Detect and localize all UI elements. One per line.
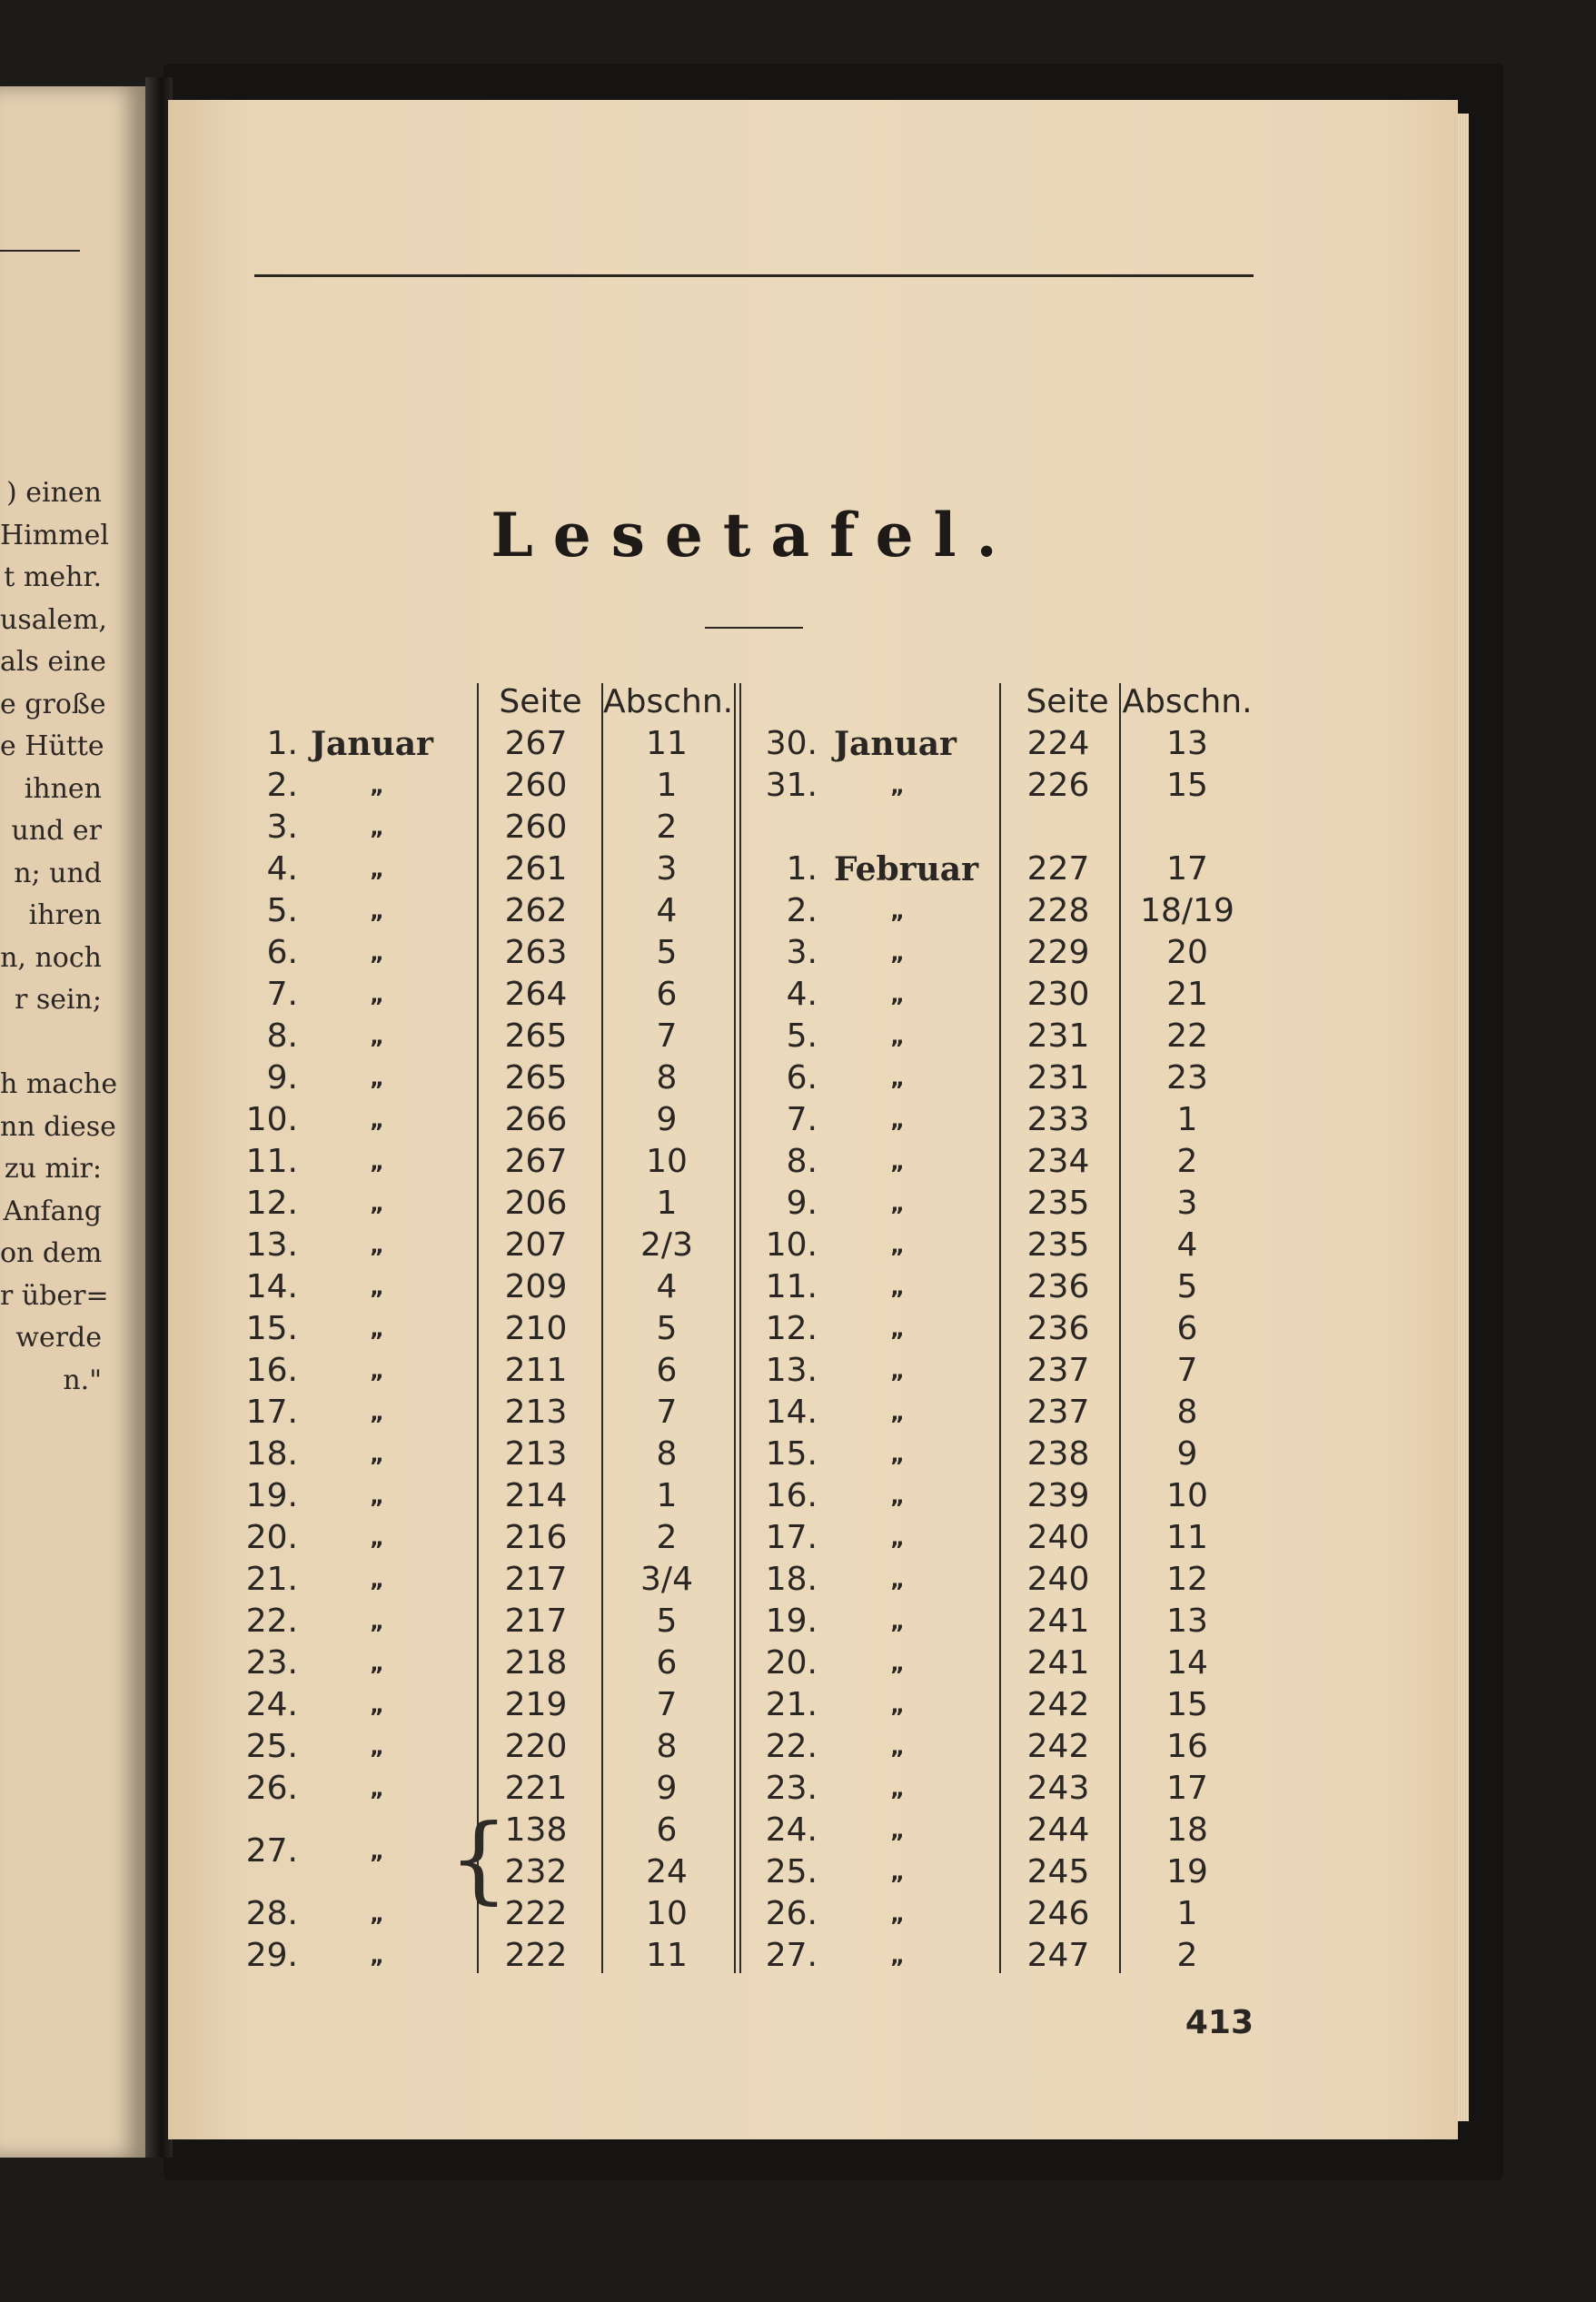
row-seite: 240 (1026, 1519, 1090, 1556)
left-page-line: n, noch (0, 941, 102, 974)
row-abschn: 8 (656, 1059, 678, 1096)
ditto-mark: „ (890, 1316, 905, 1342)
row-day: 1. (266, 725, 298, 762)
row-abschn: 15 (1166, 767, 1208, 804)
row-seite: 217 (504, 1561, 568, 1598)
left-page-line: werde (15, 1322, 102, 1354)
row-abschn: 16 (1166, 1728, 1208, 1765)
row-abschn: 24 (646, 1853, 688, 1890)
row-abschn: 19 (1166, 1853, 1208, 1890)
row-seite: 237 (1026, 1352, 1090, 1389)
row-abschn: 6 (1176, 1310, 1198, 1347)
ditto-mark: „ (370, 1442, 384, 1467)
left-page-line: ) einen (6, 477, 102, 509)
row-abschn: 9 (656, 1101, 678, 1138)
row-day: 18. (765, 1561, 818, 1598)
header-seite: Seite (1026, 683, 1109, 720)
row-seite: 230 (1026, 976, 1090, 1013)
row-seite: 228 (1026, 892, 1090, 929)
ditto-mark: „ (890, 1567, 905, 1593)
row-abschn: 10 (646, 1143, 688, 1180)
row-seite: 219 (504, 1686, 568, 1723)
row-day: 16. (765, 1477, 818, 1514)
row-day: 13. (765, 1352, 818, 1389)
ditto-mark: „ (890, 1609, 905, 1634)
row-day: 17. (765, 1519, 818, 1556)
row-day: 19. (245, 1477, 298, 1514)
row-seite: 262 (504, 892, 568, 929)
row-abschn: 6 (656, 1644, 678, 1682)
row-day: 23. (765, 1770, 818, 1807)
ditto-mark: „ (370, 1149, 384, 1175)
row-seite: 220 (504, 1728, 568, 1765)
row-abschn: 7 (1176, 1352, 1198, 1389)
row-seite: 222 (504, 1895, 568, 1932)
row-day: 28. (245, 1895, 298, 1932)
row-abschn: 21 (1166, 976, 1208, 1013)
row-abschn: 9 (1176, 1435, 1198, 1473)
row-abschn: 10 (1166, 1477, 1208, 1514)
row-seite: 263 (504, 934, 568, 971)
column-rule (601, 683, 603, 1973)
row-abschn: 2 (656, 809, 678, 846)
row-seite: 236 (1026, 1310, 1090, 1347)
row-day: 15. (245, 1310, 298, 1347)
left-page-line: t mehr. (4, 561, 102, 593)
row-day: 27. (245, 1832, 298, 1870)
ditto-mark: „ (370, 1191, 384, 1216)
row-day: 18. (245, 1435, 298, 1473)
row-abschn: 7 (656, 1686, 678, 1723)
ditto-mark: „ (370, 1066, 384, 1091)
ditto-mark: „ (890, 982, 905, 1007)
row-seite: 232 (504, 1853, 568, 1890)
row-abschn: 4 (656, 1268, 678, 1305)
row-day: 11. (765, 1268, 818, 1305)
row-day: 14. (245, 1268, 298, 1305)
ditto-mark: „ (890, 1149, 905, 1175)
row-abschn: 22 (1166, 1017, 1208, 1055)
row-abschn: 6 (656, 1352, 678, 1389)
row-seite: 221 (504, 1770, 568, 1807)
row-day: 14. (765, 1394, 818, 1431)
row-abschn: 11 (1166, 1519, 1208, 1556)
row-abschn: 5 (656, 1310, 678, 1347)
row-seite: 246 (1026, 1895, 1090, 1932)
ditto-mark: „ (370, 1839, 384, 1864)
left-page-line: r über= (0, 1279, 109, 1312)
ditto-mark: „ (890, 1400, 905, 1425)
row-month: Januar (834, 725, 957, 763)
row-abschn: 3/4 (640, 1561, 693, 1598)
ditto-mark: „ (370, 815, 384, 840)
column-rule (734, 683, 736, 1973)
row-abschn: 18/19 (1140, 892, 1234, 929)
ditto-mark: „ (890, 1651, 905, 1676)
row-seite: 237 (1026, 1394, 1090, 1431)
ditto-mark: „ (890, 1776, 905, 1801)
row-abschn: 17 (1166, 850, 1208, 888)
ditto-mark: „ (370, 1525, 384, 1551)
row-day: 9. (786, 1185, 818, 1222)
left-page-line: n." (63, 1364, 102, 1396)
row-seite: 211 (504, 1352, 568, 1389)
ditto-mark: „ (370, 940, 384, 966)
row-day: 24. (765, 1811, 818, 1849)
row-seite: 138 (504, 1811, 568, 1849)
row-abschn: 5 (656, 1602, 678, 1640)
row-abschn: 4 (1176, 1226, 1198, 1264)
row-seite: 260 (504, 809, 568, 846)
left-page-line: als eine (0, 646, 106, 678)
row-seite: 245 (1026, 1853, 1090, 1890)
ditto-mark: „ (890, 1358, 905, 1384)
row-day: 3. (786, 934, 818, 971)
row-seite: 265 (504, 1017, 568, 1055)
row-day: 26. (245, 1770, 298, 1807)
left-page-line: Himmel (0, 519, 109, 551)
row-abschn: 8 (656, 1728, 678, 1765)
ditto-mark: „ (890, 1024, 905, 1049)
header-abschn: Abschn. (1122, 683, 1253, 720)
row-seite: 210 (504, 1310, 568, 1347)
ditto-mark: „ (370, 1483, 384, 1509)
ditto-mark: „ (370, 1943, 384, 1969)
row-day: 29. (245, 1937, 298, 1974)
row-month: Februar (834, 850, 979, 888)
row-seite: 207 (504, 1226, 568, 1264)
row-abschn: 15 (1166, 1686, 1208, 1723)
ditto-mark: „ (370, 1609, 384, 1634)
ditto-mark: „ (370, 1901, 384, 1927)
row-abschn: 18 (1166, 1811, 1208, 1849)
row-abschn: 7 (656, 1017, 678, 1055)
row-day: 27. (765, 1937, 818, 1974)
row-seite: 213 (504, 1435, 568, 1473)
row-seite: 216 (504, 1519, 568, 1556)
row-abschn: 1 (656, 767, 678, 804)
row-seite: 231 (1026, 1059, 1090, 1096)
ditto-mark: „ (890, 1818, 905, 1843)
row-seite: 267 (504, 725, 568, 762)
ditto-mark: „ (370, 898, 384, 924)
row-day: 8. (266, 1017, 298, 1055)
row-day: 22. (245, 1602, 298, 1640)
row-abschn: 3 (1176, 1185, 1198, 1222)
row-seite: 218 (504, 1644, 568, 1682)
row-seite: 217 (504, 1602, 568, 1640)
row-seite: 267 (504, 1143, 568, 1180)
row-day: 23. (245, 1644, 298, 1682)
row-day: 10. (245, 1101, 298, 1138)
ditto-mark: „ (370, 1275, 384, 1300)
row-day: 22. (765, 1728, 818, 1765)
ditto-mark: „ (370, 1692, 384, 1718)
row-seite: 264 (504, 976, 568, 1013)
ditto-mark: „ (890, 1066, 905, 1091)
ditto-mark: „ (890, 940, 905, 966)
ditto-mark: „ (890, 773, 905, 799)
row-seite: 229 (1026, 934, 1090, 971)
row-abschn: 10 (646, 1895, 688, 1932)
left-page-line: e große (0, 688, 106, 720)
ditto-mark: „ (370, 1358, 384, 1384)
row-day: 30. (765, 725, 818, 762)
row-abschn: 8 (656, 1435, 678, 1473)
page-number: 413 (1185, 2004, 1254, 2041)
row-seite: 239 (1026, 1477, 1090, 1514)
row-seite: 235 (1026, 1185, 1090, 1222)
row-seite: 243 (1026, 1770, 1090, 1807)
row-seite: 240 (1026, 1561, 1090, 1598)
row-seite: 238 (1026, 1435, 1090, 1473)
row-seite: 209 (504, 1268, 568, 1305)
header-seite: Seite (499, 683, 582, 720)
row-day: 19. (765, 1602, 818, 1640)
row-abschn: 9 (656, 1770, 678, 1807)
row-day: 5. (266, 892, 298, 929)
row-abschn: 6 (656, 976, 678, 1013)
column-rule (999, 683, 1001, 1973)
row-abschn: 6 (656, 1811, 678, 1849)
row-abschn: 7 (656, 1394, 678, 1431)
row-abschn: 11 (646, 725, 688, 762)
ditto-mark: „ (890, 898, 905, 924)
row-seite: 233 (1026, 1101, 1090, 1138)
left-page-line: ihren (28, 899, 102, 931)
row-day: 12. (765, 1310, 818, 1347)
row-abschn: 11 (646, 1937, 688, 1974)
row-day: 26. (765, 1895, 818, 1932)
row-seite: 242 (1026, 1728, 1090, 1765)
row-day: 11. (245, 1143, 298, 1180)
row-abschn: 4 (656, 892, 678, 929)
row-day: 6. (786, 1059, 818, 1096)
row-day: 3. (266, 809, 298, 846)
left-page-line: zu mir: (4, 1153, 102, 1185)
ditto-mark: „ (890, 1275, 905, 1300)
left-page-line: und er (11, 815, 102, 847)
row-day: 8. (786, 1143, 818, 1180)
row-day: 4. (786, 976, 818, 1013)
row-day: 2. (786, 892, 818, 929)
row-month: Januar (311, 725, 433, 763)
brace-mark: { (449, 1803, 510, 1914)
row-seite: 242 (1026, 1686, 1090, 1723)
row-abschn: 13 (1166, 725, 1208, 762)
row-seite: 261 (504, 850, 568, 888)
row-abschn: 2 (656, 1519, 678, 1556)
row-day: 31. (765, 767, 818, 804)
left-page-line: r sein; (14, 984, 102, 1016)
row-day: 7. (786, 1101, 818, 1138)
row-seite: 265 (504, 1059, 568, 1096)
ditto-mark: „ (890, 1233, 905, 1258)
row-seite: 241 (1026, 1602, 1090, 1640)
row-seite: 241 (1026, 1644, 1090, 1682)
row-day: 5. (786, 1017, 818, 1055)
row-day: 7. (266, 976, 298, 1013)
left-page-line: n; und (14, 857, 102, 889)
left-page-line: Anfang (3, 1195, 102, 1227)
row-day: 1. (786, 850, 818, 888)
row-day: 20. (765, 1644, 818, 1682)
ditto-mark: „ (370, 1776, 384, 1801)
ditto-mark: „ (890, 1692, 905, 1718)
row-day: 9. (266, 1059, 298, 1096)
row-abschn: 23 (1166, 1059, 1208, 1096)
row-abschn: 14 (1166, 1644, 1208, 1682)
ditto-mark: „ (370, 1024, 384, 1049)
row-abschn: 8 (1176, 1394, 1198, 1431)
row-abschn: 12 (1166, 1561, 1208, 1598)
left-page-line: ihnen (24, 772, 102, 805)
row-abschn: 1 (656, 1477, 678, 1514)
ditto-mark: „ (890, 1734, 905, 1760)
row-abschn: 5 (656, 934, 678, 971)
ditto-mark: „ (890, 1107, 905, 1133)
row-day: 15. (765, 1435, 818, 1473)
row-seite: 266 (504, 1101, 568, 1138)
row-seite: 227 (1026, 850, 1090, 888)
row-abschn: 1 (656, 1185, 678, 1222)
ditto-mark: „ (370, 1400, 384, 1425)
row-seite: 234 (1026, 1143, 1090, 1180)
row-abschn: 1 (1176, 1895, 1198, 1932)
row-seite: 236 (1026, 1268, 1090, 1305)
row-day: 20. (245, 1519, 298, 1556)
row-seite: 244 (1026, 1811, 1090, 1849)
row-seite: 260 (504, 767, 568, 804)
page-title: Lesetafel. (491, 500, 1017, 571)
row-day: 2. (266, 767, 298, 804)
row-day: 4. (266, 850, 298, 888)
row-seite: 231 (1026, 1017, 1090, 1055)
ditto-mark: „ (370, 1233, 384, 1258)
ditto-mark: „ (370, 1316, 384, 1342)
row-abschn: 2 (1176, 1143, 1198, 1180)
row-day: 13. (245, 1226, 298, 1264)
row-abschn: 2 (1176, 1937, 1198, 1974)
left-page-line: h mache (0, 1068, 118, 1100)
row-seite: 224 (1026, 725, 1090, 762)
row-day: 21. (765, 1686, 818, 1723)
row-seite: 235 (1026, 1226, 1090, 1264)
row-seite: 206 (504, 1185, 568, 1222)
row-day: 12. (245, 1185, 298, 1222)
row-abschn: 2/3 (640, 1226, 693, 1264)
row-day: 25. (245, 1728, 298, 1765)
ditto-mark: „ (890, 1442, 905, 1467)
ditto-mark: „ (370, 1567, 384, 1593)
row-day: 24. (245, 1686, 298, 1723)
header-abschn: Abschn. (603, 683, 734, 720)
ditto-mark: „ (370, 982, 384, 1007)
ditto-mark: „ (370, 857, 384, 882)
ditto-mark: „ (890, 1943, 905, 1969)
column-rule (739, 683, 741, 1973)
row-abschn: 5 (1176, 1268, 1198, 1305)
row-seite: 222 (504, 1937, 568, 1974)
row-abschn: 3 (656, 850, 678, 888)
ditto-mark: „ (890, 1901, 905, 1927)
ditto-mark: „ (370, 773, 384, 799)
row-abschn: 17 (1166, 1770, 1208, 1807)
row-seite: 214 (504, 1477, 568, 1514)
row-day: 6. (266, 934, 298, 971)
left-page-line: nn diese (0, 1110, 116, 1143)
ditto-mark: „ (370, 1107, 384, 1133)
ditto-mark: „ (370, 1651, 384, 1676)
row-abschn: 1 (1176, 1101, 1198, 1138)
row-seite: 226 (1026, 767, 1090, 804)
column-rule (1119, 683, 1121, 1973)
row-day: 10. (765, 1226, 818, 1264)
row-seite: 247 (1026, 1937, 1090, 1974)
column-rule (477, 683, 479, 1973)
left-page-line: usalem, (0, 603, 107, 636)
row-day: 25. (765, 1853, 818, 1890)
row-abschn: 13 (1166, 1602, 1208, 1640)
ditto-mark: „ (890, 1191, 905, 1216)
ditto-mark: „ (890, 1860, 905, 1885)
row-abschn: 20 (1166, 934, 1208, 971)
ditto-mark: „ (890, 1525, 905, 1551)
left-page-line: e Hütte (0, 730, 104, 762)
ditto-mark: „ (890, 1483, 905, 1509)
row-seite: 213 (504, 1394, 568, 1431)
row-day: 17. (245, 1394, 298, 1431)
left-page-line: on dem (0, 1237, 103, 1269)
row-day: 16. (245, 1352, 298, 1389)
row-day: 21. (245, 1561, 298, 1598)
ditto-mark: „ (370, 1734, 384, 1760)
